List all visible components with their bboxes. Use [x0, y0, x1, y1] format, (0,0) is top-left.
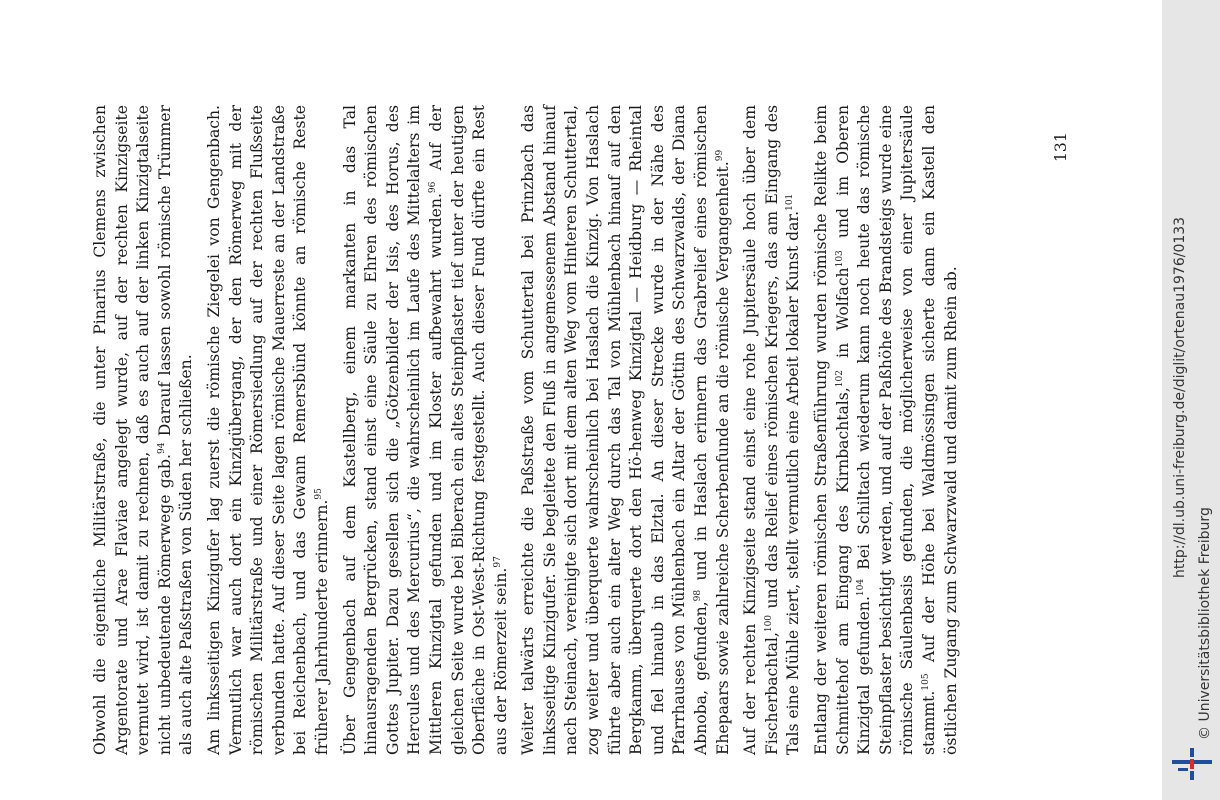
footnote-ref: 96	[427, 181, 438, 194]
paragraph-text: und in Haslach erinnern das Grabrelief eines römischen Ehepaars sowie zahlreiche Scherbenfunde an die römische Vergangenheit.	[692, 105, 732, 755]
paragraph	[340, 105, 513, 755]
body-text-column	[90, 105, 1020, 755]
paragraph-text: Weiter talwärts erreichte die Paßstraße vom Schuttertal bei Prinzbach das linksseitige Kinzigufer. Sie begleitete den Fluß in angemessenem Abstand hinauf nach Steinach, vereinigte sich dort mit dem alten Weg vom Hinteren Schuttertal, zog weiter und überquerte wahrscheinlich bei Haslach die Kinzig. Von Haslach führte aber auch ein alter Weg durch das Tal von Mühlenbach hinauf auf den Bergkamm, überquerte dort den Hö-henweg Kinzigtal — Heidburg — Rheintal und fiel hinaub in das Elztal. An dieser Strecke wurde in der Nähe des Pfarrhauses von Mühlenbach ein Altar der Göttin des Schwarzwalds, der Diana Abnoba, gefunden,	[519, 105, 711, 755]
logo-bar-center	[1190, 759, 1194, 769]
logo-bar-top	[1190, 748, 1194, 757]
paragraph	[204, 105, 334, 755]
paragraph	[811, 105, 962, 755]
paragraph-text: und im Oberen Kinzigtal gefunden.	[833, 105, 874, 755]
paragraph-text: Auf der gleichen Seite wurde bei Biberach ein altes Steinpflaster tief unter der heutigen Oberfläche in Ost-West-Richtung festgestellt. Auch dieser Fund dürfte ein Rest aus der Römerzeit sein.	[426, 105, 510, 755]
paragraph-text: Obwohl die eigentliche Militärstraße, die unter Pinarius Clemens zwischen Argentorate und Arae Flaviae angelegt wurde, auf der rechten Kinzigseite vermutet wird, ist damit zu rechnen, daß es auch auf der linken Kinzigtalseite nicht unbedeutende Römerwege gab.	[91, 105, 174, 755]
footnote-ref: 100	[763, 614, 774, 633]
logo-bar-right	[1194, 760, 1212, 764]
paragraph-text: Darauf lassen sowohl römische Trümmer als auch alte Paßstraßen von Süden her schließen.	[155, 105, 196, 755]
paragraph	[740, 105, 805, 755]
copyright-notice: © Universitätsbibliothek Freiburg	[1197, 507, 1213, 740]
paragraph-text: Über Gengenbach auf dem Kastellberg, einem markanten in das Tal hinausragenden Bergrücken, stand einst eine Säule zu Ehren des römischen Gottes Jupiter. Dazu gesellen sich die „Götzenbilder der Isis, des Horus, des Hercules und des Mercurius“, die wahrscheinlich im Laufe des Mittelalters im Mittleren Kinzigtal gefunden und im Kloster aufbewahrt wurden.	[340, 105, 445, 755]
paragraph-text: und das Relief eines römischen Kriegers, das am Eingang des Tals eine Mühle ziert, stellt vermutlich eine Arbeit lokaler Kunst dar.	[762, 105, 803, 755]
permalink-url[interactable]: http://dl.ub.uni-freiburg.de/diglit/ortenau1976/0133	[1172, 216, 1188, 578]
page-number-text: 131	[1052, 132, 1070, 162]
paragraph-text: Auf der Höhe bei Waldmössingen sicherte dann ein Kastell den östlichen Zugang zum Schwarzwald und damit zum Rhein ab.	[919, 105, 960, 755]
logo-bar-lower	[1178, 768, 1188, 771]
footnote-ref: 99	[714, 149, 725, 162]
footnote-ref: 105	[920, 673, 931, 691]
paragraph-text: in Wolfach	[833, 267, 852, 371]
logo-bar-bottom	[1190, 771, 1194, 780]
footnote-ref: 97	[492, 556, 503, 568]
paragraph	[518, 105, 734, 755]
logo-bar-left	[1172, 760, 1190, 764]
paragraph-text: Entlang der weiteren römischen Straßenführung wurden römische Relikte beim Schmittehof am Eingang des Kirnbachtals,	[812, 105, 852, 755]
footnote-ref: 102	[834, 370, 845, 388]
paragraph	[90, 105, 198, 755]
footnote-ref: 103	[834, 250, 845, 268]
ub-freiburg-logo-icon	[1170, 746, 1214, 782]
paragraph-text: Bei Schiltach wiederum kann noch heute das römische Steinpflaster besichtigt werden, und auf der Paßhöhe des Brandsteigs wurde eine römische Säulenbasis gefunden, die möglicherweise von einer Jupitersäule stammt.	[855, 105, 938, 755]
footnote-ref: 94	[156, 442, 167, 455]
footnote-ref: 95	[313, 488, 324, 500]
footnote-ref: 98	[692, 589, 703, 602]
paragraph-text: Am linksseitigen Kinzigufer lag zuerst die römische Ziegelei von Gengenbach. Vermutlich war auch dort ein Kinzigübergang, der den Römerweg mit der römischen Militärstraße und einer Römersiedlung auf der rechten Flußseite verbunden hatte. Auf dieser Seite lagen römische Mauerreste an der Landstraße bei Reichenbach, und das Gewann Remersbünd könnte an römische Reste früherer Jahrhunderte erinnern.	[204, 105, 331, 755]
paragraph-text: Auf der rechten Kinzigseite stand einst eine rohe Jupitersäule hoch über dem Fischerbachtal,	[741, 105, 781, 755]
footnote-ref: 101	[785, 193, 796, 211]
page-number	[1052, 132, 1082, 172]
footnote-ref: 104	[856, 578, 866, 597]
